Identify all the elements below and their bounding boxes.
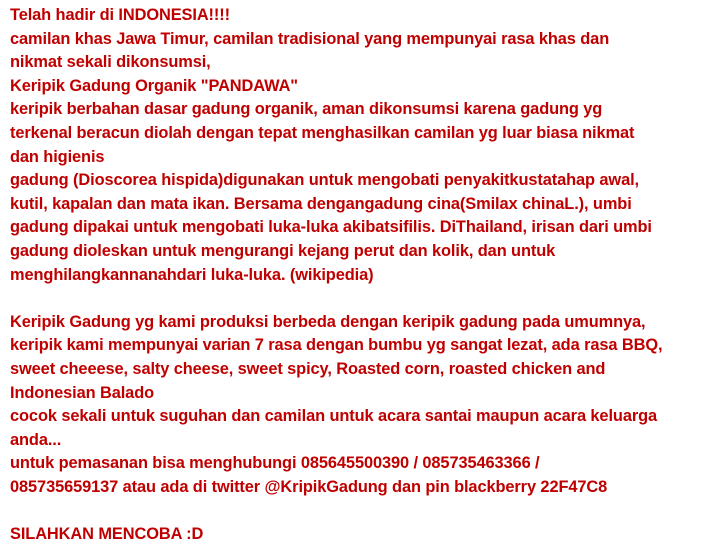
paragraph-spacer	[10, 287, 716, 311]
headline: Telah hadir di INDONESIA!!!!	[10, 6, 230, 24]
description-line-3: dan higienis	[10, 147, 105, 166]
occasion-line-2: anda...	[10, 430, 62, 449]
variants-line-3: sweet cheeese, salty cheese, sweet spicy, Roasted corn, roasted chicken and	[10, 359, 606, 378]
description-line-1: keripik berbahan dasar gadung organik, aman dikonsumsi karena gadung yg	[10, 100, 603, 119]
document-body	[10, 4, 716, 547]
wiki-line-5: menghilangkannanahdari luka-luka. (wikipedia)	[10, 265, 374, 284]
variants-line-2: keripik kami mempunyai varian 7 rasa dengan bumbu yg sangat lezat, ada rasa BBQ,	[10, 336, 663, 355]
contact-line-1: untuk pemasanan bisa menghubungi 085645500390 / 085735463366 /	[10, 454, 540, 473]
variants-line-4: Indonesian Balado	[10, 383, 155, 402]
product-name: Keripik Gadung Organik "PANDAWA"	[10, 76, 298, 95]
wiki-line-2: kutil, kapalan dan mata ikan. Bersama dengangadung cina(Smilax chinaL.), umbi	[10, 194, 632, 213]
wiki-line-4: gadung dioleskan untuk mengurangi kejang perut dan kolik, dan untuk	[10, 241, 556, 260]
occasion-line-1: cocok sekali untuk suguhan dan camilan untuk acara santai maupun acara keluarga	[10, 407, 658, 426]
wiki-line-3: gadung dipakai untuk mengobati luka-luka akibatsifilis. DiThailand, irisan dari umbi	[10, 218, 652, 237]
variants-line-1: Keripik Gadung yg kami produksi berbeda dengan keripik gadung pada umumnya,	[10, 312, 646, 331]
intro-line-2: nikmat sekali dikonsumsi,	[10, 53, 211, 72]
closing-line: SILAHKAN MENCOBA :D	[10, 525, 204, 544]
wiki-line-1: gadung (Dioscorea hispida)digunakan untuk mengobati penyakitkustatahap awal,	[10, 171, 640, 190]
contact-line-2: 085735659137 atau ada di twitter @KripikGadung dan pin blackberry 22F47C8	[10, 477, 608, 496]
paragraph-spacer	[10, 499, 716, 523]
intro-line-1: camilan khas Jawa Timur, camilan tradisional yang mempunyai rasa khas dan	[10, 29, 610, 48]
description-line-2: terkenal beracun diolah dengan tepat menghasilkan camilan yg luar biasa nikmat	[10, 123, 635, 142]
